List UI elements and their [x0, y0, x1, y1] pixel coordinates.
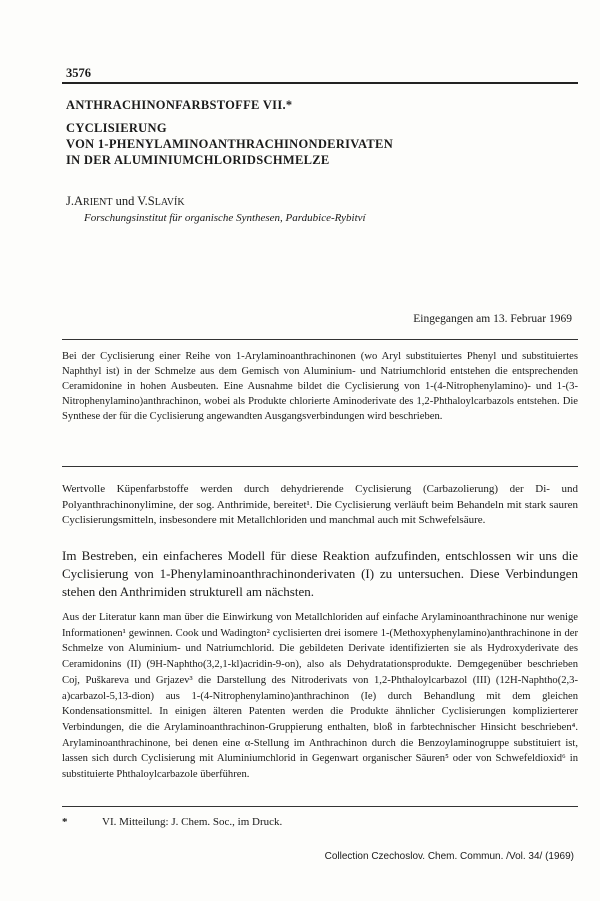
author-conjunction: und — [112, 194, 138, 208]
footnote-rule — [62, 806, 578, 807]
journal-citation: Collection Czechoslov. Chem. Commun. /Vol. 34/ (1969) — [324, 851, 574, 862]
footnote-mark: * — [62, 816, 68, 828]
title-line: IN DER ALUMINIUMCHLORIDSCHMELZE — [66, 153, 330, 167]
body-paragraph-3: Aus der Literatur kann man über die Einwirkung von Metallchloriden auf einfache Arylaminoanthrachinone nur wenige Informationen¹ gewinnen. Cook und Wadington² cyclisierten drei isomere 1-(Methoxyphenylamino)anthrachinone in der Schmelze von Aluminium- und Natriumchlorid. Die gebildeten Derivate identifizierten sie als Hydroxyderivate des Ceramidonins (II) (9H-Naphtho(3,2,1-kl)acridin-9-on), also als Dehydratationsprodukte. Demgegenüber beschrieben Coj, Puškareva und Grjazev³ die Darstellung des Nitroderivats von 1,2-Phthaloylcarbazol (III) (12H-Naphtho(2,3-a)carbazol-5,13-dion) aus 1-(4-Nitrophenylamino)anthrachinon (Ie) durch Behandlung mit dem gleichen Kondensationsmittel. In einigen älteren Patenten werden die Produkte ähnlicher Cyclisierungen komplizierterer Verbindungen, die die Arylaminoanthrachinon-Gruppierung enthalten, bloß in farbtechnischer Hinsicht beschrieben⁴. Arylaminoanthrachinone, bei denen eine α-Stellung im Anthrachinon durch die Benzoylaminogruppe substituiert ist, lassen sich durch Cyclisierung mit Aluminiumchlorid in Gegenwart organischer Säuren⁵ oder von Schwefeldioxid⁶ in substituierte Phthaloylcarbazole überführen. — [62, 612, 578, 781]
article-title — [66, 120, 393, 168]
author-2-name: LAVÍK — [154, 197, 185, 208]
author-2-initial: V.S — [137, 194, 155, 208]
abstract: Bei der Cyclisierung einer Reihe von 1-Arylaminoanthrachinonen (wo Aryl substituiertes Phenyl und substituiertes Naphthyl ist) in der Schmelze aus dem Gemisch von Aluminium- und Natriumchlorid entstehen die entsprechenden Ceramidonine in hohen Ausbeuten. Eine Ausnahme bildet die Cyclisierung von 1-(4-Nitrophenylamino)- und 1-(3-Nitrophenylamino)anthrachinon, wobei als Produkte chlorierte Aminoderivate des 1,2-Phthaloylcarbazols entstehen. Die Synthese der für die Cyclisierung angewandten Ausgangsverbindungen wird beschrieben. — [62, 351, 578, 422]
abstract-rule-bottom — [62, 466, 578, 467]
title-line: CYCLISIERUNG — [66, 121, 167, 135]
page-number: 3576 — [66, 66, 91, 80]
body-paragraph-1: Wertvolle Küpenfarbstoffe werden durch dehydrierende Cyclisierung (Carbazolierung) der Di- und Polyanthrachinonylimine, der sog. Anthrimide, bereitet¹. Die Cyclisierung verläuft beim Behandeln mit stark sauren Cyclisierungsmitteln, insbesondere mit Metallchloriden und manchmal auch mit Schwefelsäure. — [62, 483, 578, 526]
author-line — [66, 194, 185, 209]
author-1-initial: J.A — [66, 194, 84, 208]
affiliation: Forschungsinstitut für organische Synthesen, Pardubice-Rybitví — [84, 212, 366, 224]
author-1-name: RIENT — [83, 197, 113, 208]
abstract-rule-top — [62, 339, 578, 340]
footnote-text: VI. Mitteilung: J. Chem. Soc., im Druck. — [102, 816, 283, 828]
series-title: ANTHRACHINONFARBSTOFFE VII.* — [66, 98, 293, 112]
footnote — [62, 816, 282, 828]
body-paragraph-2: Im Bestreben, ein einfacheres Modell für diese Reaktion aufzufinden, entschlossen wir uns die Cyclisierung von 1-Phenylaminoanthrachinonderivaten (I) zu untersuchen. Diese Verbindungen stehen den Anthrimiden strukturell am nächsten. — [62, 548, 578, 599]
title-line: VON 1-PHENYLAMINOANTHRACHINONDERIVATEN — [66, 137, 394, 151]
header-rule — [62, 82, 578, 84]
received-date: Eingegangen am 13. Februar 1969 — [413, 313, 572, 325]
